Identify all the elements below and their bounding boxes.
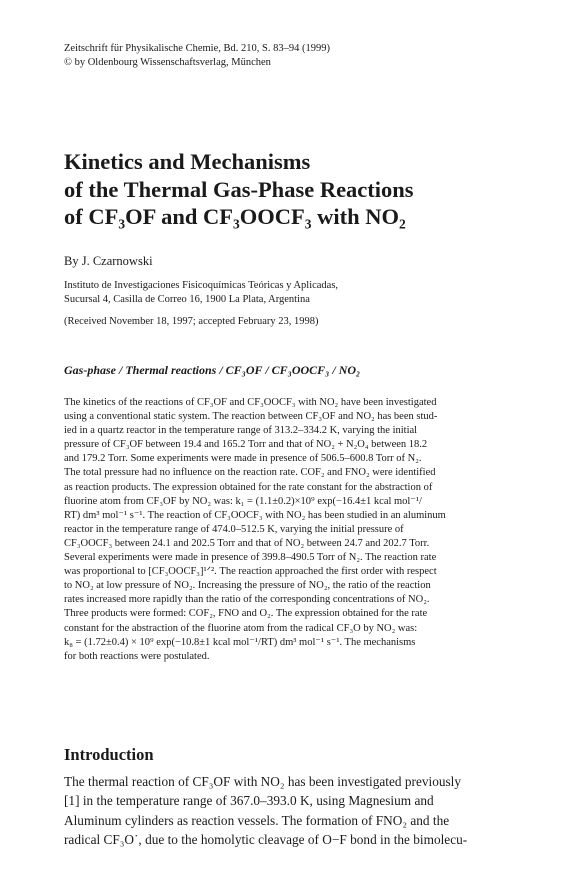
abstract-line: rates increased more rapidly than the ratio of the corresponding concentrations of NO₂. <box>64 594 430 606</box>
paragraph-line: The thermal reaction of CF₃OF with NO₂ has been investigated previously <box>64 774 462 789</box>
abstract <box>64 396 512 664</box>
abstract-line: Three products were formed: COF₂, FNO and O₂. The expression obtained for the rate <box>64 608 428 620</box>
journal-copyright: © by Oldenbourg Wissenschaftsverlag, München <box>64 57 271 68</box>
journal-citation: Zeitschrift für Physikalische Chemie, Bd. 210, S. 83–94 (1999) <box>64 43 330 54</box>
abstract-line: to NO₂ at low pressure of NO₂. Increasing the pressure of NO₂, the ratio of the reaction <box>64 580 431 592</box>
article-title-line: of the Thermal Gas-Phase Reactions <box>64 176 414 202</box>
abstract-line: CF₃OOCF₃ between 24.1 and 202.5 Torr and that of NO₂ between 24.7 and 202.7 Torr. <box>64 537 430 549</box>
abstract-line: using a conventional static system. The reaction between CF₃OF and NO₂ has been stud- <box>64 411 438 423</box>
abstract-line: pressure of CF₃OF between 19.4 and 165.2 Torr and that of NO₂ + N₂O₄ between 18.2 <box>64 439 428 451</box>
paragraph-line: [1] in the temperature range of 367.0–393.0 K, using Magnesium and <box>64 793 434 809</box>
article-title-line: of CF₃OF and CF₃OOCF₃ with NO₂ <box>64 204 406 229</box>
abstract-line: fluorine atom from CF₃OF by NO₂ was: k₁ = (1.1±0.2)×10⁹ exp(−16.4±1 kcal mol⁻¹/ <box>64 495 422 507</box>
article-title-line: Kinetics and Mechanisms <box>64 149 311 174</box>
abstract-line: was proportional to [CF₃OOCF₃]¹ᐟ². The reaction approached the first order with respect <box>64 566 437 578</box>
author-affiliation <box>64 279 524 307</box>
affiliation-line: Sucursal 4, Casilla de Correo 16, 1900 La Plata, Argentina <box>64 294 310 305</box>
author-byline: By J. Czarnowski <box>64 254 153 268</box>
introduction-paragraph <box>64 772 514 850</box>
abstract-line: reactor in the temperature range of 474.0–512.5 K, varying the initial pressure of <box>64 523 404 535</box>
abstract-line: The kinetics of the reactions of CF₃OF and CF₃OOCF₃ with NO₂ have been investigated <box>64 397 437 408</box>
affiliation-line: Instituto de Investigaciones Fisicoquímicas Teóricas y Aplicadas, <box>64 280 339 291</box>
paragraph-line: radical CF₃O˙, due to the homolytic cleavage of O−F bond in the bimolecu- <box>64 832 468 848</box>
abstract-line: ied in a quartz reactor in the temperature range of 313.2–334.2 K, varying the initial <box>64 425 418 437</box>
paragraph-line: Aluminum cylinders as reaction vessels. The formation of FNO₂ and the <box>64 812 450 828</box>
received-dates: (Received November 18, 1997; accepted February 23, 1998) <box>64 316 319 327</box>
abstract-line: and 179.2 Torr. Some experiments were made in presence of 506.5–600.8 Torr of N₂. <box>64 453 422 465</box>
section-heading-introduction: Introduction <box>64 745 154 764</box>
keywords: Gas-phase / Thermal reactions / CF₃OF / CF₃OOCF₃ / NO₂ <box>64 363 361 377</box>
abstract-line: k₈ = (1.72±0.4) × 10⁹ exp(−10.8±1 kcal mol⁻¹/RT) dm³ mol⁻¹ s⁻¹. The mechanisms <box>64 636 416 648</box>
abstract-line: constant for the abstraction of the fluorine atom from the radical CF₃O by NO₂ was: <box>64 622 418 634</box>
article-title <box>64 148 534 231</box>
abstract-line: Several experiments were made in presence of 399.8–490.5 Torr of N₂. The reaction rate <box>64 552 437 564</box>
abstract-line: for both reactions were postulated. <box>64 650 210 662</box>
journal-header <box>64 42 524 70</box>
abstract-line: The total pressure had no influence on the reaction rate. COF₂ and FNO₂ were identified <box>64 467 436 479</box>
abstract-line: as reaction products. The expression obtained for the rate constant for the abstraction of <box>64 481 433 493</box>
abstract-line: RT) dm³ mol⁻¹ s⁻¹. The reaction of CF₃OOCF₃ with NO₂ has been studied in an aluminum <box>64 509 446 521</box>
